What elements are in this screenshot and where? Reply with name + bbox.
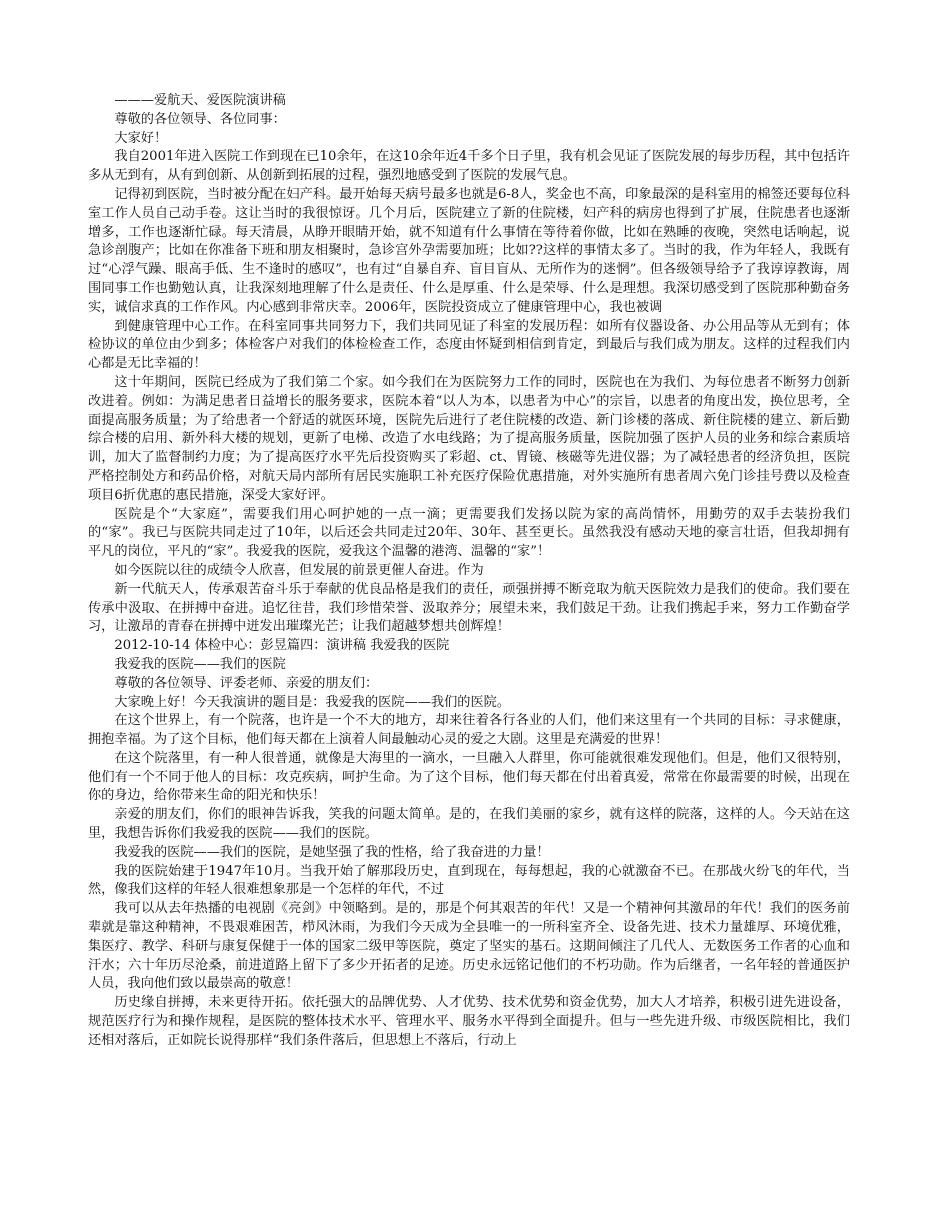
second-speech-title: 我爱我的医院——我们的医院 [114, 656, 286, 672]
body-paragraph: 这十年期间，医院已经成为了我们第二个家。如今我们在为医院努力工作的同时，医院也在为我们、为每位患者不断努力创新改进着。例如：为满足患者日益增长的服务要求，医院本着“以人为本，以患者为中心”的宗旨，以患者的角度出发，换位思考，全面提高服务质量；为了给患者一个舒适的就医环境，医院先后进行了老住院楼的改造、新门诊楼的落成、新住院楼的建立、新后勤综合楼的启用、新外科大楼的规划，更新了电梯、改造了水电线路；为了提高服务质量，医院加强了医护人员的业务和综合素质培训，加大了监督制约力度；为了提高医疗水平先后投资购买了彩超、ct、胃镜、核磁等先进仪器；为了减轻患者的经济负担，医院严格控制处方和药品价格，对航天局内部所有居民实施职工补充医疗保险优惠措施，对外实施所有患者周六免门诊挂号费以及检查项目6折优惠的惠民措施，深受大家好评。 [88, 374, 850, 503]
speech-subtitle: ———爱航天、爱医院演讲稿 [114, 93, 286, 108]
body-paragraph: 如今医院以往的成绩令人欣喜，但发展的前景更催人奋进。作为 [114, 562, 484, 578]
salutation: 尊敬的各位领导、各位同事： [114, 111, 286, 127]
greeting: 大家好！ [114, 130, 168, 146]
body-paragraph: 新一代航天人，传承艰苦奋斗乐于奉献的优良品格是我们的责任，顽强拼搏不断竞取为航天医院效力是我们的使命。我们要在传承中汲取、在拼搏中奋进。追忆往昔，我们珍惜荣誉、汲取养分；展望未来，我们鼓足干劲。让我们携起手来，努力工作勤奋学习，让激昂的青春在拼搏中迸发出璀璨光芒；让我们超越梦想共创辉煌！ [88, 581, 850, 635]
body-paragraph: 在这个院落里，有一种人很普通，就像是大海里的一滴水，一旦融入人群里，你可能就很难发现他们。但是，他们又很特别，他们有一个不同于他人的目标：攻克疾病，呵护生命。为了这个目标，他们每天都在付出着真爱，常常在你最需要的时候，出现在你的身边，给你带来生命的阳光和快乐！ [88, 750, 850, 804]
body-paragraph: 我爱我的医院——我们的医院，是她坚强了我的性格，给了我奋进的力量！ [114, 844, 550, 860]
body-paragraph: 我的医院始建于1947年10月。当我开始了解那段历史，直到现在，每每想起，我的心就激奋不已。在那战火纷飞的年代，当然，像我们这样的年轻人很难想象那是一个怎样的年代，不过 [88, 863, 850, 898]
body-paragraph: 历史缘自拼搏，未来更待开拓。依托强大的品牌优势、人才优势、技术优势和资金优势，加大人才培养，积极引进先进设备，规范医疗行为和操作规程，是医院的整体技术水平、管理水平、服务水平得到全面提升。但与一些先进升级、市级医院相比，我们还相对落后，正如院长说得那样“我们条件落后，但思想上不落后，行动上 [88, 995, 850, 1048]
second-greeting: 大家晚上好！今天我演讲的题目是：我爱我的医院——我们的医院。 [114, 694, 511, 710]
body-paragraph: 到健康管理中心工作。在科室同事共同努力下，我们共同见证了科室的发展历程：如所有仪器设备、办公用品等从无到有；体检协议的单位由少到多；体检客户对我们的体检检查工作，态度由怀疑到相信到肯定，到最后与我们成为朋友。这样的过程我们内心都是无比幸福的！ [88, 318, 850, 372]
body-paragraph: 记得初到医院，当时被分配在妇产科。最开始每天病号最多也就是6-8人，奖金也不高，印象最深的是科室用的棉签还要每位科室工作人员自己动手卷。这让当时的我很惊讶。几个月后，医院建立了新的住院楼，妇产科的病房也得到了扩展，住院患者也逐渐增多，工作也逐渐忙碌。每天清晨，从睁开眼睛开始，就不知道有什么事情在等待着你做，比如在熟睡的夜晚，突然电话响起，说急诊剖腹产；比如在你准备下班和朋友相聚时，急诊宫外孕需要加班；比如??这样的事情太多了。当时的我，作为年轻人，我既有过“心浮气躁、眼高手低、生不逢时的感叹”，也有过“自暴自弃、盲目盲从、无所作为的迷惘”。但各级领导给予了我谆谆教诲，周围同事工作也勤勉认真，让我深刻地理解了什么是责任、什么是厚重、什么是荣辱、什么是理想。我深切感受到了医院那种勤奋务实，诚信求真的工作作风。内心感到非常庆幸。2006年，医院投资成立了健康管理中心，我也被调 [88, 186, 850, 315]
body-paragraph: 医院是个“大家庭”，需要我们用心呵护她的一点一滴；更需要我们发扬以院为家的高尚情怀，用勤劳的双手去装扮我们的“家”。我已与医院共同走过了10年，以后还会共同走过20年、30年、甚至更长。虽然我没有感动天地的豪言壮语，但我却拥有平凡的岗位，平凡的“家”。我爱我的医院，爱我这个温馨的港湾、温馨的“家”！ [88, 506, 850, 560]
document-page [88, 92, 850, 1051]
body-paragraph: 我可以从去年热播的电视剧《亮剑》中领略到。是的，那是个何其艰苦的年代！又是一个精神何其激昂的年代！我们的医务前辈就是靠这种精神，不畏艰难困苦，栉风沐雨，为我们今天成为全县唯一的一所科室齐全、设备先进、技术力量雄厚、环境优雅，集医疗、教学、科研与康复保健于一体的国家二级甲等医院，奠定了坚实的基石。这期间倾注了几代人、无数医务工作者的心血和汗水；六十年历尽沧桑，前进道路上留下了多少开拓者的足迹。历史永远铭记他们的不朽功勋。作为后继者，一名年轻的普通医护人员，我向他们致以最崇高的敬意！ [88, 901, 850, 992]
body-paragraph: 我自2001年进入医院工作到现在已10余年，在这10余年近4千多个日子里，我有机会见证了医院发展的每步历程，其中包括许多从无到有，从有到创新、从创新到拓展的过程，强烈地感受到了医院的发展气息。 [88, 149, 850, 184]
body-paragraph: 亲爱的朋友们，你们的眼神告诉我，笑我的问题太简单。是的，在我们美丽的家乡，就有这样的院落，这样的人。今天站在这里，我想告诉你们我爱我的医院——我们的医院。 [88, 807, 850, 842]
second-salutation: 尊敬的各位领导、评委老师、亲爱的朋友们： [114, 675, 379, 691]
body-paragraph: 在这个世界上，有一个院落，也许是一个不大的地方，却来往着各行各业的人们，他们来这里有一个共同的目标：寻求健康，拥抱幸福。为了这个目标，他们每天都在上演着人间最触动心灵的爱之大剧。这里是充满爱的世界！ [88, 713, 850, 748]
date-and-section-heading: 2012-10-14 体检中心：彭昱篇四：演讲稿 我爱我的医院 [114, 638, 450, 654]
